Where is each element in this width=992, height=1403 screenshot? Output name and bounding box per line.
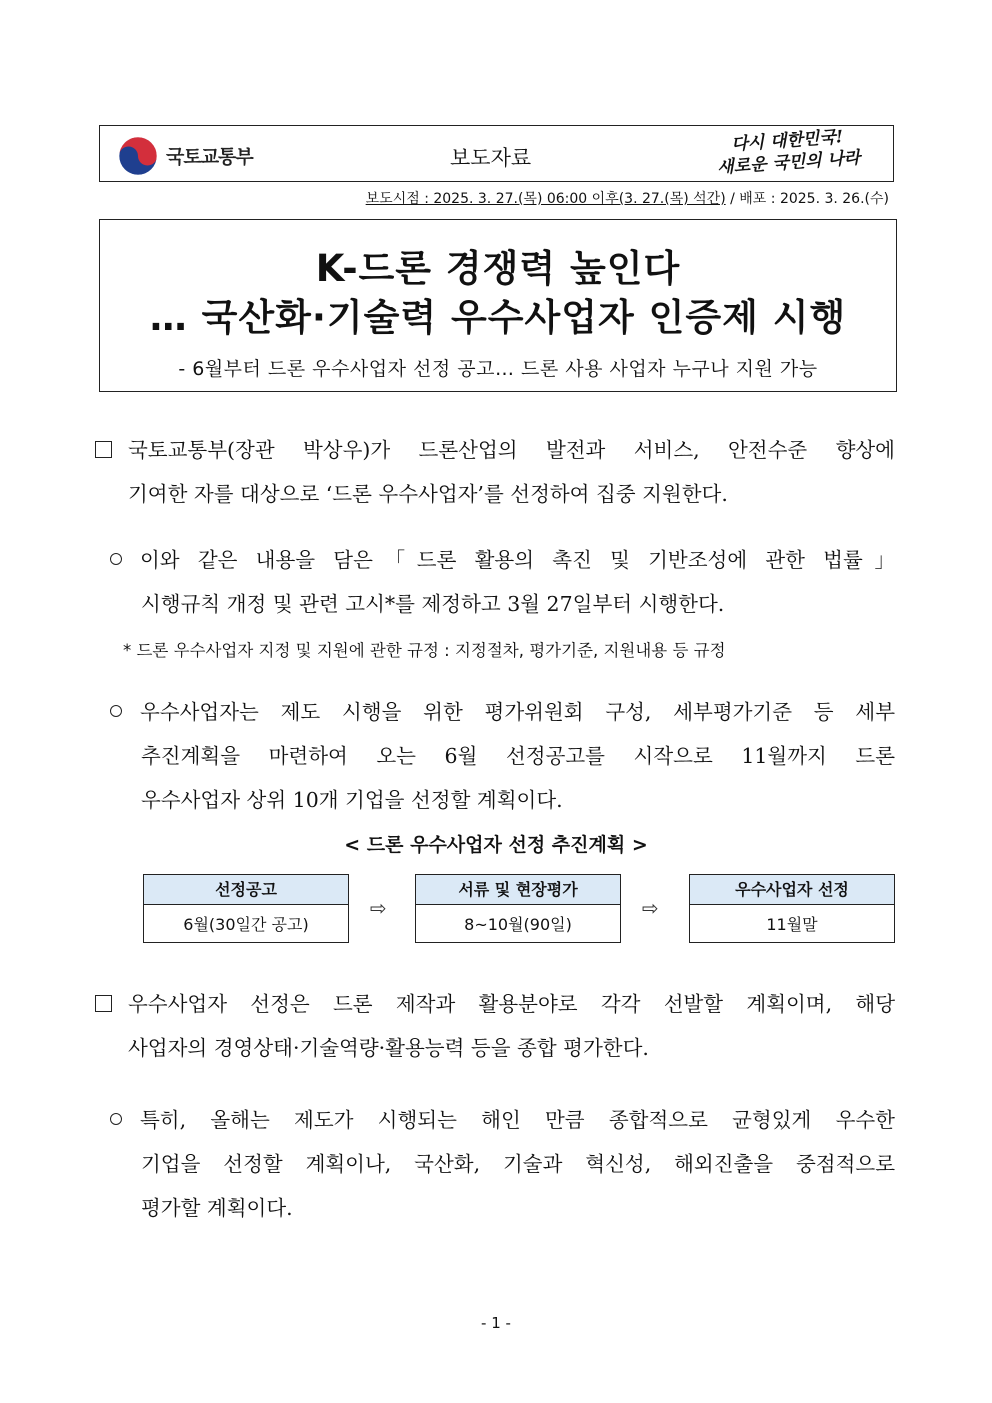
step-value: 6월(30일간 공고) [183,915,309,934]
step-value: 11월말 [766,915,818,934]
slogan [702,124,875,180]
paragraph-5 [110,1098,895,1230]
paragraph-1-line-1: 국토교통부(장관 박상우)가 드론산업의 발전과 서비스, 안전수준 향상에 [95,428,895,472]
footnote: * 드론 우수사업자 지정 및 지원에 관한 규정 : 지정절차, 평가기준, 지원내용 등 규정 [123,641,726,660]
right-arrow-icon: ⇨ [642,896,659,920]
square-bullet-icon [95,441,112,458]
circle-bullet-icon [110,553,122,565]
paragraph-4-line-2: 사업자의 경영상태·기술역량·활용능력 등을 종합 평가한다. [128,1036,649,1060]
step-header: 선정공고 [144,875,348,905]
step-value: 8~10월(90일) [464,915,572,934]
headline-line-2: … 국산화·기술력 우수사업자 인증제 시행 [149,296,847,339]
header-box [99,125,894,182]
paragraph-5-line-1: 특히, 올해는 제도가 시행되는 해인 만큼 종합적으로 균형있게 우수한 [110,1098,895,1142]
schedule-step-2 [415,874,621,943]
embargo-line [366,188,889,208]
paragraph-4-line-1: 우수사업자 선정은 드론 제작과 활용분야로 각각 선발할 계획이며, 해당 [95,982,895,1026]
korea-taegeuk-logo-icon [118,136,158,176]
square-bullet-icon [95,995,112,1012]
distribution-date: / 배포 : 2025. 3. 26.(수) [725,191,889,207]
subheadline: - 6월부터 드론 우수사업자 선정 공고… 드론 사용 사업자 누구나 지원 가능 [178,358,818,380]
slogan-line-2: 새로운 국민의 나라 [716,148,861,178]
paragraph-4 [95,982,895,1070]
paragraph-1 [95,428,895,516]
right-arrow-icon: ⇨ [370,896,387,920]
schedule-step-1 [143,874,349,943]
headline-line-1: K-드론 경쟁력 높인다 [315,247,681,290]
paragraph-2-line-1: 이와 같은 내용을 담은「드론 활용의 촉진 및 기반조성에 관한 법률」 [110,538,895,582]
paragraph-2 [110,538,895,626]
ministry-name: 국토교통부 [166,146,253,168]
paragraph-3-line-1: 우수사업자는 제도 시행을 위한 평가위원회 구성, 세부평가기준 등 세부 [110,690,895,734]
step-header: 서류 및 현장평가 [416,875,620,905]
paragraph-3 [110,690,895,822]
paragraph-1-line-2: 기여한 자를 대상으로 ‘드론 우수사업자’를 선정하여 집중 지원한다. [128,482,728,506]
paragraph-2-line-2: 시행규칙 개정 및 관련 고시*를 제정하고 3월 27일부터 시행한다. [141,592,725,616]
schedule-step-3 [689,874,895,943]
paragraph-5-line-2: 기업을 선정할 계획이나, 국산화, 기술과 혁신성, 해외진출을 중점적으로 [141,1152,895,1176]
paragraph-3-line-2: 추진계획을 마련하여 오는 6월 선정공고를 시작으로 11월까지 드론 [141,744,895,768]
slogan-line-1: 다시 대한민국! [730,127,844,155]
title-box [99,219,897,392]
paragraph-3-line-3: 우수사업자 상위 10개 기업을 선정할 계획이다. [141,788,563,812]
schedule-title: < 드론 우수사업자 선정 추진계획 > [344,834,648,856]
document-type: 보도자료 [450,146,532,170]
step-header: 우수사업자 선정 [690,875,894,905]
circle-bullet-icon [110,705,122,717]
release-time: 보도시점 : 2025. 3. 27.(목) 06:00 이후(3. 27.(목) 석간) [365,191,726,207]
paragraph-5-line-3: 평가할 계획이다. [141,1196,293,1220]
circle-bullet-icon [110,1113,122,1125]
page-number: - 1 - [481,1314,511,1332]
